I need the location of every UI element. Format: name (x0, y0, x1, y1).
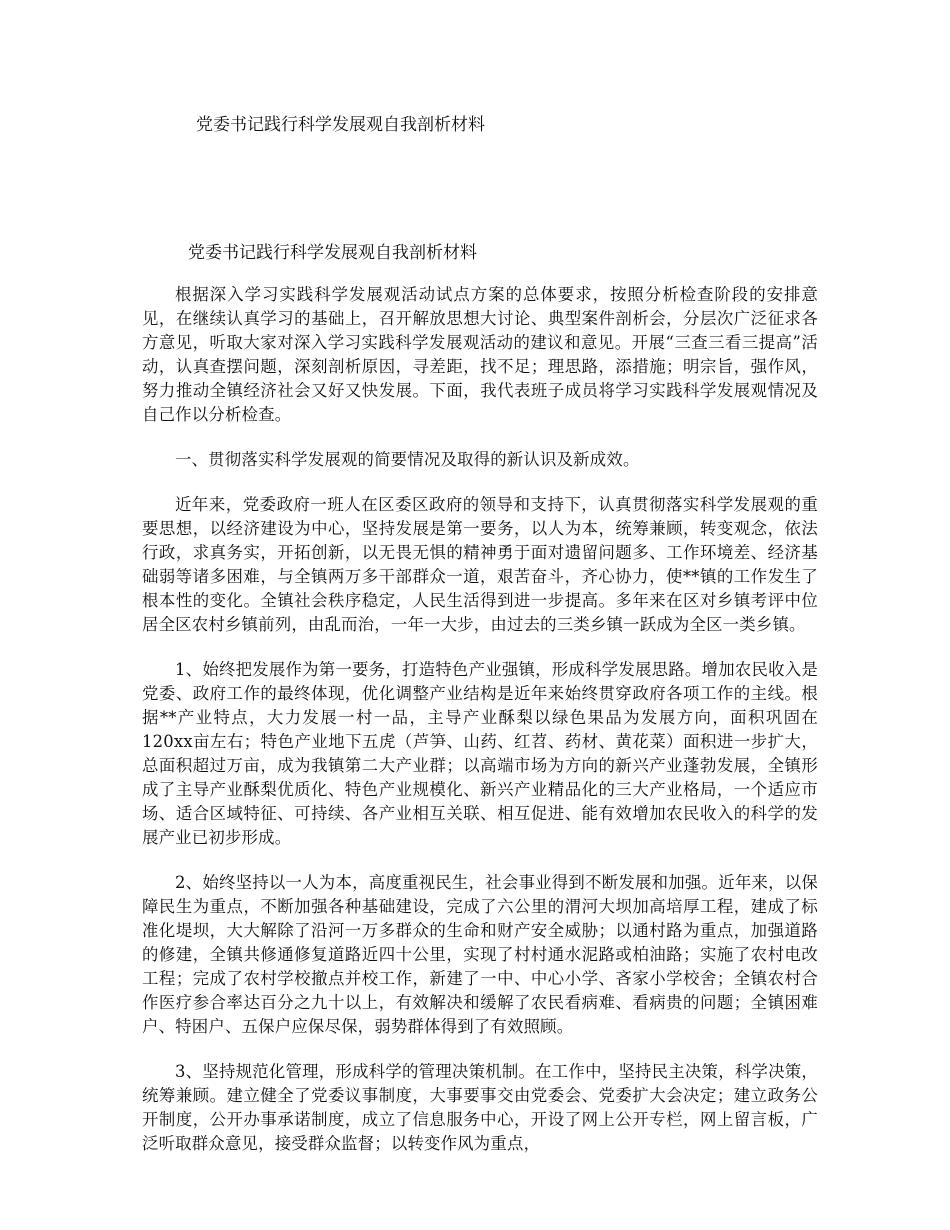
paragraph-point-2: 2、始终坚持以一人为本，高度重视民生，社会事业得到不断发展和加强。近年来，以保障民生为重点，不断加强各种基础建设，完成了六公里的渭河大坝加高培厚工程，建成了标准化堤坝，大大解除了沿河一万多群众的生命和财产安全威胁；以通村路为重点，加强道路的修建，全镇共修通修复道路近四十公里，实现了村村通水泥路或柏油路；实施了农村电改工程；完成了农村学校撤点并校工作，新建了一中、中心小学、吝家小学校舍；全镇农村合作医疗参合率达百分之九十以上，有效解决和缓解了农民看病难、看病贵的问题；全镇困难户、特困户、五保户应保尽保，弱势群体得到了有效照顾。 (142, 873, 818, 1036)
section-heading-1: 一、贯彻落实科学发展观的简要情况及取得的新认识及新成效。 (175, 450, 640, 469)
document-subtitle: 党委书记践行科学发展观自我剖析材料 (188, 243, 477, 263)
document-body (142, 283, 818, 1177)
paragraph-point-1: 1、始终把发展作为第一要务，打造特色产业强镇，形成科学发展思路。增加农民收入是党委、政府工作的最终体现，优化调整产业结构是近年来始终贯穿政府各项工作的主线。根据**产业特点，大力发展一村一品，主导产业酥梨以绿色果品为发展方向，面积巩固在120xx亩左右；特色产业地下五虎（芦笋、山药、红苕、药材、黄花菜）面积进一步扩大，总面积超过万亩，成为我镇第二大产业群；以高端市场为方向的新兴产业蓬勃发展，全镇形成了主导产业酥梨优质化、特色产业规模化、新兴产业精品化的三大产业格局，一个适应市场、适合区域特征、可持续、各产业相互关联、相互促进、能有效增加农民收入的科学的发展产业已初步形成。 (142, 660, 818, 847)
document-title: 党委书记践行科学发展观自我剖析材料 (196, 115, 485, 135)
paragraph-intro: 根据深入学习实践科学发展观活动试点方案的总体要求，按照分析检查阶段的安排意见，在继续认真学习的基础上，召开解放思想大讨论、典型案件剖析会，分层次广泛征求各方意见，听取大家对深入学习实践科学发展观活动的建议和意见。开展“三查三看三提高”活动，认真查摆问题，深刻剖析原因，寻差距，找不足；理思路，添措施；明宗旨，强作风，努力推动全镇经济社会又好又快发展。下面，我代表班子成员将学习实践科学发展观情况及自己作以分析检查。 (142, 285, 818, 424)
paragraph-point-3: 3、坚持规范化管理，形成科学的管理决策机制。在工作中，坚持民主决策，科学决策，统筹兼顾。建立健全了党委议事制度，大事要事交由党委会、党委扩大会决定；建立政务公开制度，公开办事承诺制度，成立了信息服务中心，开设了网上公开专栏，网上留言板，广泛听取群众意见，接受群众监督；以转变作风为重点， (142, 1062, 818, 1153)
paragraph-overview: 近年来，党委政府一班人在区委区政府的领导和支持下，认真贯彻落实科学发展观的重要思想，以经济建设为中心，坚持发展是第一要务，以人为本，统筹兼顾，转变观念，依法行政，求真务实，开拓创新，以无畏无惧的精神勇于面对遗留问题多、工作环境差、经济基础弱等诸多困难，与全镇两万多干部群众一道，艰苦奋斗，齐心协力，使**镇的工作发生了根本性的变化。全镇社会秩序稳定，人民生活得到进一步提高。多年来在区对乡镇考评中位居全区农村乡镇前列，由乱而治，一年一大步，由过去的三类乡镇一跃成为全区一类乡镇。 (142, 495, 818, 634)
